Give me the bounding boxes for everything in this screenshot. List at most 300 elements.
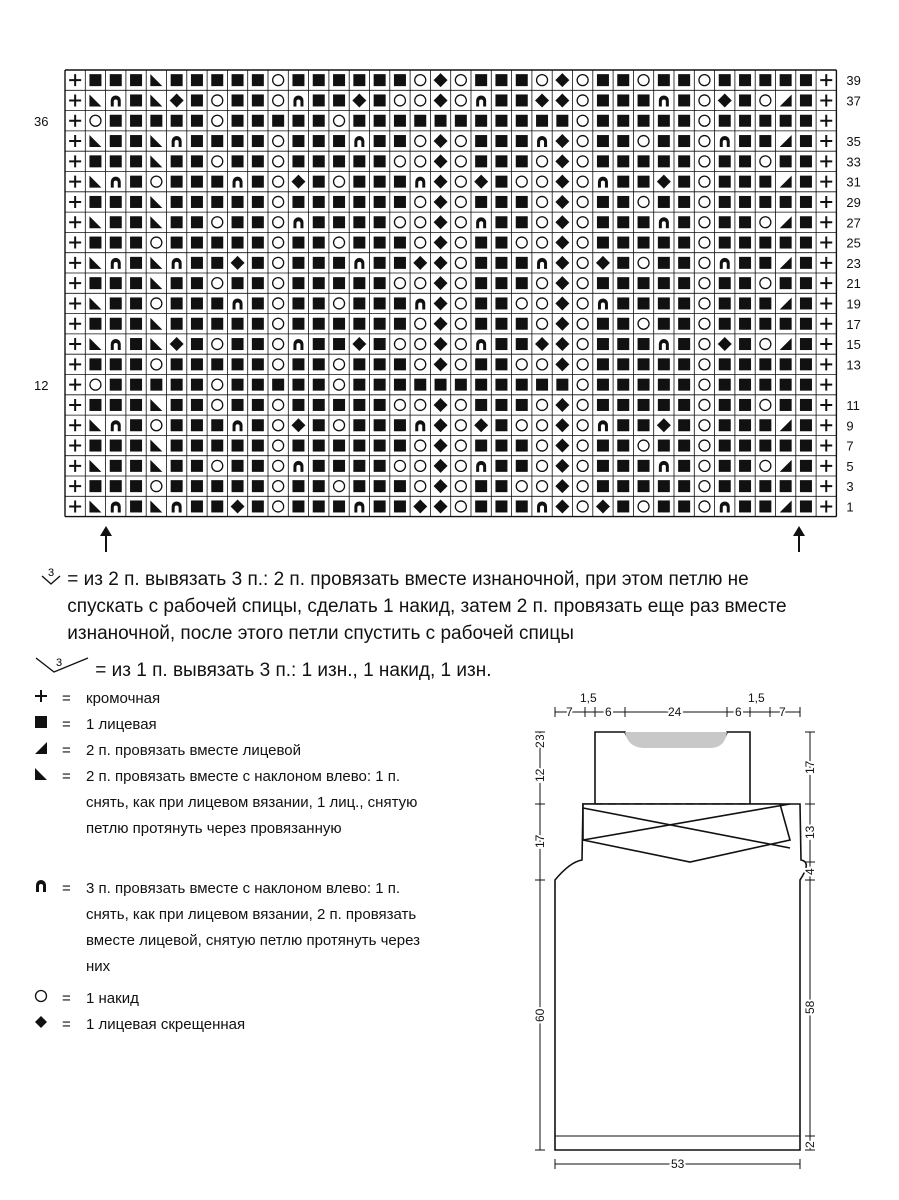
dim-right-58: 58 (803, 1000, 817, 1014)
tri-l-symbol (150, 318, 162, 330)
square-symbol (678, 440, 690, 452)
square-symbol (130, 155, 142, 167)
circle-symbol (699, 420, 710, 431)
row-number-9: 9 (846, 418, 854, 434)
square-symbol (617, 318, 629, 330)
circle-symbol (151, 359, 162, 370)
square-symbol (211, 196, 223, 208)
square-symbol (536, 379, 548, 391)
description-1 (40, 566, 810, 647)
circle-symbol (577, 460, 588, 471)
square-symbol (739, 155, 751, 167)
plus-symbol (69, 460, 81, 472)
square-symbol (800, 480, 812, 492)
square-symbol (191, 216, 203, 228)
circle-symbol (760, 399, 771, 410)
square-symbol (313, 257, 325, 269)
legend-eq: = (62, 880, 71, 897)
square-symbol (110, 216, 122, 228)
arch-symbol (354, 501, 364, 512)
square-symbol (759, 176, 771, 188)
square-symbol (110, 135, 122, 147)
circle-symbol (516, 298, 527, 309)
square-symbol (597, 338, 609, 350)
square-symbol (150, 379, 162, 391)
circle-symbol (151, 298, 162, 309)
diamond-symbol (434, 499, 448, 513)
square-symbol (739, 135, 751, 147)
plus-icon (34, 686, 62, 712)
legend-text-diamond: 1 лицевая скрещенная (86, 1016, 246, 1033)
diamond-icon (34, 1012, 62, 1038)
circle-symbol (334, 298, 345, 309)
row-number-3: 3 (846, 479, 854, 495)
circle-symbol (537, 237, 548, 248)
square-symbol (374, 358, 386, 370)
square-symbol (800, 440, 812, 452)
square-symbol (658, 500, 670, 512)
description-2-text: = из 1 п. вывязать 3 п.: 1 изн., 1 накид, 1 изн. (95, 660, 492, 681)
square-symbol (719, 358, 731, 370)
circle-symbol (537, 156, 548, 167)
plus-symbol (820, 94, 832, 106)
diamond-symbol (596, 499, 610, 513)
square-symbol (89, 318, 101, 330)
arch-symbol (537, 136, 547, 147)
diamond-symbol (555, 459, 569, 473)
diamond-symbol (657, 418, 671, 432)
square-symbol (495, 115, 507, 127)
square-symbol (638, 94, 650, 106)
square-symbol (495, 257, 507, 269)
row-number-35: 35 (846, 134, 861, 150)
dim-top-neck: 24 (668, 705, 682, 719)
diamond-symbol (170, 337, 184, 351)
square-symbol (211, 176, 223, 188)
diamond-symbol (413, 499, 427, 513)
arch-symbol (537, 258, 547, 269)
circle-symbol (760, 339, 771, 350)
square-symbol (232, 460, 244, 472)
square-symbol (495, 399, 507, 411)
square-symbol (617, 216, 629, 228)
square-symbol (678, 115, 690, 127)
plus-symbol (820, 257, 832, 269)
square-symbol (313, 358, 325, 370)
square-symbol (353, 277, 365, 289)
square-symbol (191, 94, 203, 106)
plus-symbol (69, 237, 81, 249)
circle-symbol (699, 136, 710, 147)
square-symbol (252, 318, 264, 330)
square-symbol (191, 277, 203, 289)
tri-l-symbol (150, 277, 162, 289)
plus-symbol (820, 297, 832, 309)
square-symbol (171, 237, 183, 249)
circle-symbol (455, 237, 466, 248)
square-symbol (313, 480, 325, 492)
square-symbol (516, 318, 528, 330)
square-symbol (232, 196, 244, 208)
circle-symbol (334, 359, 345, 370)
square-symbol (89, 155, 101, 167)
square-symbol (780, 379, 792, 391)
square-symbol (475, 440, 487, 452)
square-symbol (89, 358, 101, 370)
circle-symbol (394, 278, 405, 289)
square-symbol (678, 257, 690, 269)
square-symbol (780, 115, 792, 127)
square-symbol (353, 155, 365, 167)
circle-symbol (273, 217, 284, 228)
square-symbol (191, 257, 203, 269)
square-symbol (475, 237, 487, 249)
diamond-symbol (291, 418, 305, 432)
garment-outline (555, 732, 806, 1150)
square-symbol (759, 257, 771, 269)
square-symbol (800, 460, 812, 472)
square-symbol (780, 318, 792, 330)
square-symbol (110, 155, 122, 167)
circle-symbol (212, 95, 223, 106)
circle-symbol (273, 278, 284, 289)
circle-symbol (577, 318, 588, 329)
legend-text-triangle-left: 2 п. провязать вместе с наклоном влево: 1 п. снять, как при лицевом вязании, 1 лиц., снятую петлю протянуть через провязанную (86, 768, 418, 837)
plus-symbol (820, 338, 832, 350)
left-marker-36: 36 (34, 114, 49, 129)
row-number-11: 11 (846, 397, 860, 413)
square-symbol (232, 115, 244, 127)
square-symbol (353, 440, 365, 452)
square-symbol (495, 358, 507, 370)
diamond-symbol (434, 276, 448, 290)
square-symbol (232, 399, 244, 411)
row-number-17: 17 (846, 316, 861, 332)
square-symbol (171, 419, 183, 431)
square-symbol (719, 460, 731, 472)
square-symbol (374, 237, 386, 249)
square-symbol (495, 155, 507, 167)
circle-symbol (577, 420, 588, 431)
square-symbol (800, 379, 812, 391)
legend-eq: = (62, 716, 71, 733)
tri-l-symbol (89, 135, 101, 147)
square-symbol (475, 155, 487, 167)
square-symbol (252, 135, 264, 147)
circle-symbol (699, 95, 710, 106)
circle-symbol (537, 176, 548, 187)
square-symbol (130, 358, 142, 370)
plus-symbol (69, 399, 81, 411)
square-symbol (211, 257, 223, 269)
circle-symbol (699, 176, 710, 187)
square-symbol (719, 297, 731, 309)
diamond-symbol (231, 499, 245, 513)
square-symbol (719, 237, 731, 249)
right-dimensions (805, 732, 815, 1150)
plus-symbol (820, 460, 832, 472)
square-symbol (597, 358, 609, 370)
square-symbol (191, 318, 203, 330)
diamond-symbol (434, 175, 448, 189)
square-symbol (232, 237, 244, 249)
circle-symbol (577, 501, 588, 512)
circle-symbol (455, 257, 466, 268)
circle-symbol (151, 176, 162, 187)
diamond-symbol (434, 215, 448, 229)
diamond-symbol (555, 439, 569, 453)
square-symbol (678, 460, 690, 472)
square-symbol (171, 460, 183, 472)
circle-symbol (455, 156, 466, 167)
row-number-21: 21 (846, 276, 861, 292)
square-symbol (232, 480, 244, 492)
square-symbol (495, 318, 507, 330)
circle-symbol (699, 196, 710, 207)
square-symbol (211, 318, 223, 330)
plus-symbol (820, 500, 832, 512)
square-symbol (130, 257, 142, 269)
square-symbol (191, 135, 203, 147)
circle-symbol (394, 95, 405, 106)
square-symbol (475, 115, 487, 127)
diamond-symbol (555, 175, 569, 189)
diamond-symbol (555, 479, 569, 493)
diamond-symbol (555, 73, 569, 87)
circle-symbol (699, 156, 710, 167)
square-symbol (150, 115, 162, 127)
diamond-symbol (434, 398, 448, 412)
square-symbol (475, 297, 487, 309)
square-symbol (89, 440, 101, 452)
square-symbol (333, 196, 345, 208)
circle-symbol (273, 440, 284, 451)
square-symbol (353, 176, 365, 188)
circle-symbol (699, 481, 710, 492)
square-symbol (739, 358, 751, 370)
diamond-symbol (434, 256, 448, 270)
square-symbol (374, 277, 386, 289)
square-symbol (292, 277, 304, 289)
square-symbol (252, 358, 264, 370)
legend-eq: = (62, 690, 71, 707)
diamond-symbol (596, 256, 610, 270)
square-symbol (211, 419, 223, 431)
diamond-symbol (555, 215, 569, 229)
arch-symbol (415, 420, 425, 431)
circle-symbol (760, 460, 771, 471)
square-symbol (800, 115, 812, 127)
dim-top-small-left: 1,5 (580, 691, 597, 705)
diamond-symbol (434, 154, 448, 168)
square-symbol (556, 379, 568, 391)
circle-symbol (699, 339, 710, 350)
arch-icon (34, 876, 62, 902)
square-symbol (394, 237, 406, 249)
arch-symbol (537, 501, 547, 512)
circle-symbol (151, 481, 162, 492)
diamond-symbol (434, 134, 448, 148)
square-symbol (597, 94, 609, 106)
arch-symbol (598, 177, 608, 188)
dim-bottom-53: 53 (671, 1157, 685, 1171)
circle-symbol (638, 257, 649, 268)
tri-r-symbol (780, 94, 792, 106)
square-symbol (516, 196, 528, 208)
legend-text-arch: 3 п. провязать вместе с наклоном влево: 1 п. снять, как при лицевом вязании, 2 п. провязать вместе лицевой, снятую петлю протянуть через них (86, 880, 420, 975)
square-symbol (780, 155, 792, 167)
square-symbol (495, 216, 507, 228)
square-symbol (110, 440, 122, 452)
circle-symbol (537, 440, 548, 451)
square-symbol (516, 338, 528, 350)
tri-l-symbol (150, 460, 162, 472)
square-symbol (232, 155, 244, 167)
square-symbol (638, 176, 650, 188)
square-symbol (292, 115, 304, 127)
plus-symbol (69, 135, 81, 147)
square-symbol (130, 399, 142, 411)
square-symbol (171, 318, 183, 330)
circle-symbol (699, 115, 710, 126)
square-symbol (658, 74, 670, 86)
square-symbol (617, 237, 629, 249)
square-symbol (313, 297, 325, 309)
circle-symbol (415, 359, 426, 370)
circle-symbol (415, 237, 426, 248)
square-symbol (313, 115, 325, 127)
square-symbol (374, 74, 386, 86)
square-symbol (374, 419, 386, 431)
square-symbol (617, 440, 629, 452)
circle-symbol (638, 196, 649, 207)
plus-symbol (69, 277, 81, 289)
circle-symbol (273, 501, 284, 512)
plus-symbol (69, 176, 81, 188)
square-symbol (130, 379, 142, 391)
square-symbol (516, 379, 528, 391)
circle-symbol (455, 196, 466, 207)
square-symbol (780, 74, 792, 86)
diamond-symbol (170, 93, 184, 107)
square-symbol (171, 277, 183, 289)
square-symbol (252, 155, 264, 167)
square-icon (34, 712, 62, 738)
square-symbol (516, 460, 528, 472)
row-numbers (846, 73, 860, 514)
square-symbol (597, 440, 609, 452)
square-symbol (759, 500, 771, 512)
square-symbol (516, 94, 528, 106)
square-symbol (252, 460, 264, 472)
square-symbol (617, 196, 629, 208)
square-symbol (719, 399, 731, 411)
square-symbol (353, 399, 365, 411)
square-symbol (597, 399, 609, 411)
square-symbol (130, 338, 142, 350)
square-symbol (252, 94, 264, 106)
square-symbol (292, 480, 304, 492)
square-symbol (617, 135, 629, 147)
square-symbol (719, 379, 731, 391)
diamond-symbol (555, 296, 569, 310)
square-symbol (353, 216, 365, 228)
square-symbol (495, 500, 507, 512)
square-symbol (638, 155, 650, 167)
tri-l-symbol (150, 135, 162, 147)
square-symbol (130, 135, 142, 147)
plus-symbol (69, 297, 81, 309)
dim-right-13: 13 (803, 825, 817, 839)
square-symbol (617, 176, 629, 188)
plus-symbol (820, 440, 832, 452)
square-symbol (252, 216, 264, 228)
square-symbol (800, 419, 812, 431)
circle-symbol (577, 399, 588, 410)
square-symbol (780, 440, 792, 452)
circle-symbol (577, 196, 588, 207)
square-symbol (617, 277, 629, 289)
square-symbol (252, 115, 264, 127)
square-symbol (171, 480, 183, 492)
arch-symbol (111, 339, 121, 350)
circle-symbol (415, 440, 426, 451)
square-symbol (516, 115, 528, 127)
square-symbol (191, 115, 203, 127)
square-symbol (800, 297, 812, 309)
square-symbol (191, 196, 203, 208)
square-symbol (678, 237, 690, 249)
plus-symbol (820, 74, 832, 86)
row-number-29: 29 (846, 194, 861, 210)
diamond-symbol (555, 398, 569, 412)
square-symbol (191, 500, 203, 512)
legend-item-triangle-left (34, 764, 446, 842)
square-symbol (292, 500, 304, 512)
tri-l-symbol (150, 338, 162, 350)
square-symbol (739, 277, 751, 289)
square-symbol (455, 115, 467, 127)
circle-symbol (537, 217, 548, 228)
square-symbol (678, 358, 690, 370)
arch-symbol (476, 217, 486, 228)
diamond-symbol (474, 175, 488, 189)
square-symbol (495, 440, 507, 452)
square-symbol (89, 399, 101, 411)
diamond-symbol (434, 459, 448, 473)
square-symbol (678, 480, 690, 492)
square-symbol (658, 379, 670, 391)
circle-symbol (577, 440, 588, 451)
circle-symbol (334, 420, 345, 431)
square-symbol (739, 440, 751, 452)
square-symbol (110, 460, 122, 472)
plus-symbol (820, 196, 832, 208)
row-number-13: 13 (846, 357, 861, 373)
circle-symbol (577, 136, 588, 147)
square-symbol (495, 338, 507, 350)
plus-symbol (69, 318, 81, 330)
square-symbol (536, 115, 548, 127)
plus-symbol (820, 318, 832, 330)
tri-r-symbol (780, 135, 792, 147)
square-symbol (638, 297, 650, 309)
dim-top-left-6: 6 (605, 705, 612, 719)
square-symbol (313, 176, 325, 188)
arch-symbol (415, 298, 425, 309)
square-symbol (374, 216, 386, 228)
knitting-chart (0, 0, 899, 560)
